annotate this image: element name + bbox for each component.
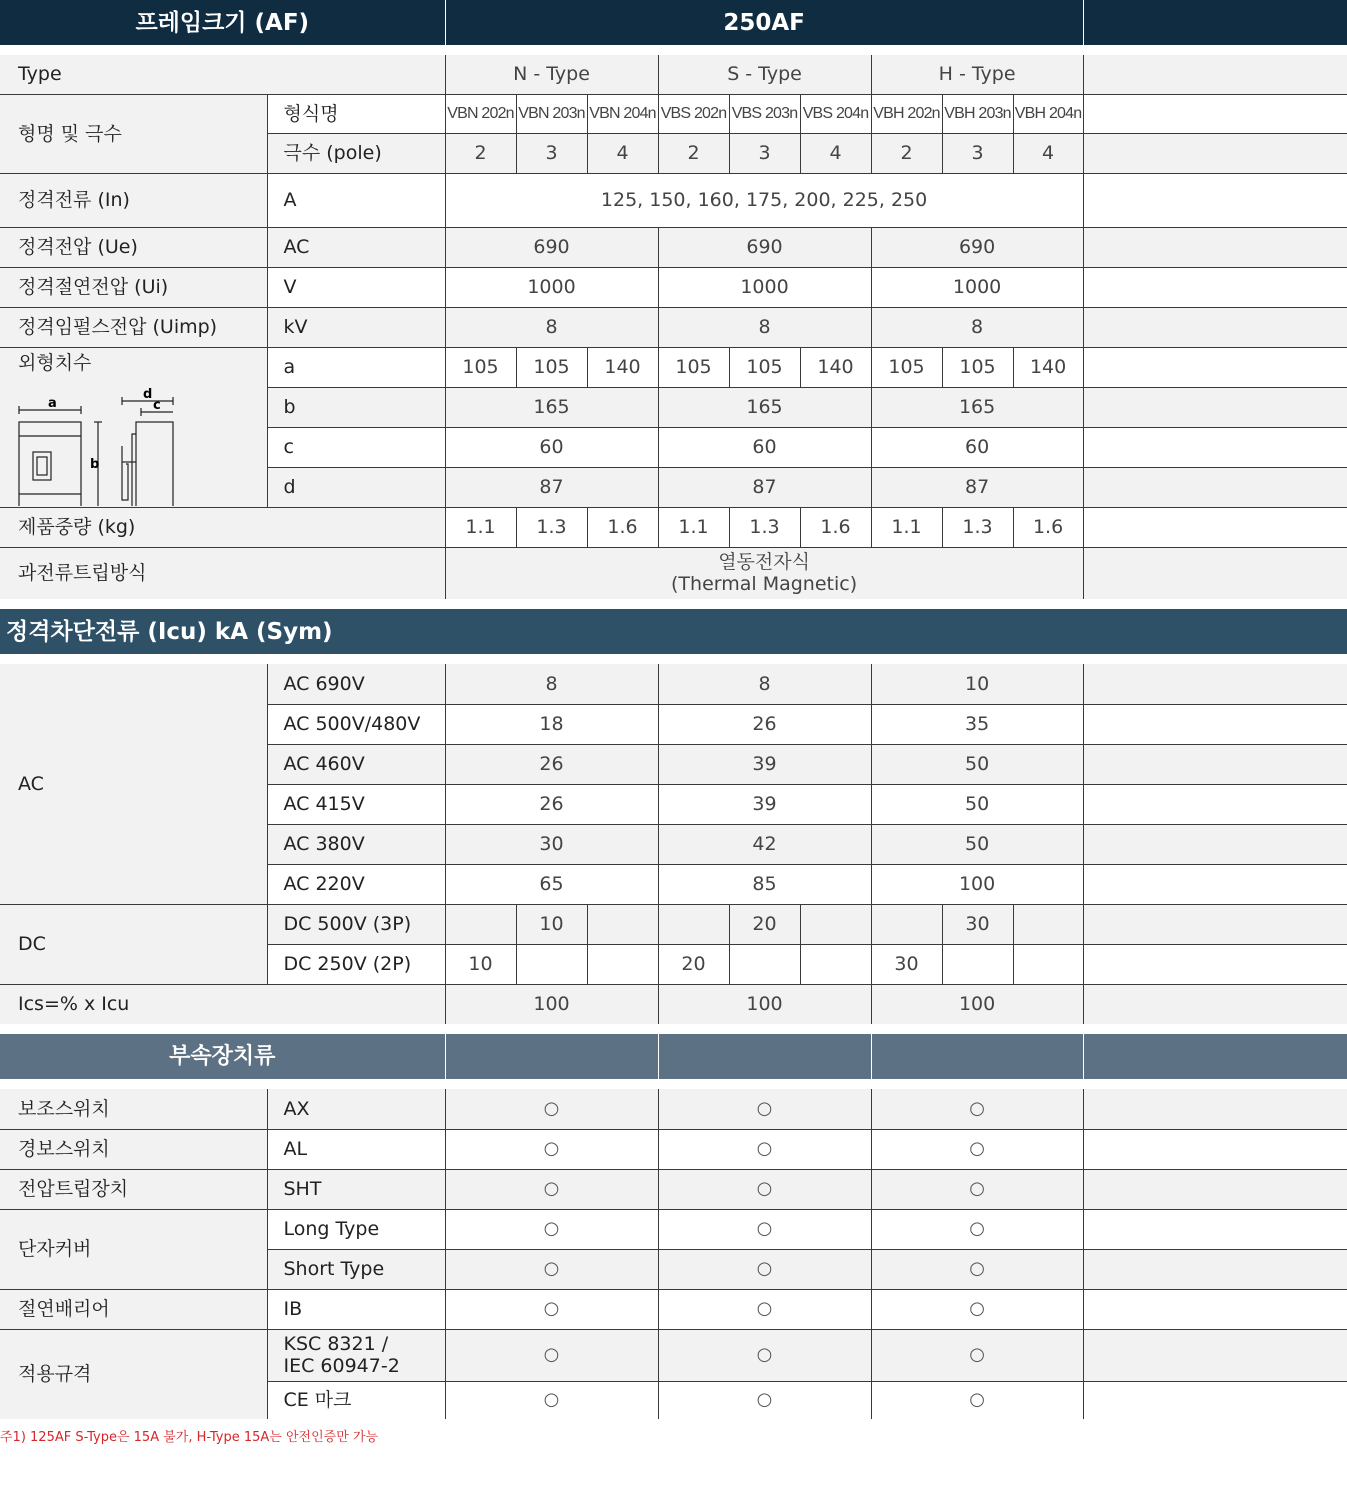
check-mark: ○ (871, 1289, 1083, 1329)
dim-a-unit: a (267, 347, 445, 387)
trip-label: 과전류트립방식 (0, 547, 445, 599)
accessory-label: 전압트립장치 (0, 1169, 267, 1209)
ac-unit: AC 380V (267, 824, 445, 864)
header-blank (1083, 0, 1347, 45)
value-cell: 1.3 (516, 507, 587, 547)
check-mark: ○ (658, 1209, 871, 1249)
value-cell: 1.1 (658, 507, 729, 547)
value-cell: 39 (658, 744, 871, 784)
check-mark: ○ (445, 1089, 658, 1129)
ac-unit: AC 690V (267, 664, 445, 704)
value-cell: 87 (658, 467, 871, 507)
value-cell: 690 (871, 227, 1083, 267)
pole-cell: 3 (942, 133, 1013, 173)
accessory-label: 적용규격 (0, 1329, 267, 1419)
accessories-title: 부속장치류 (0, 1034, 445, 1079)
h-type: H - Type (871, 55, 1083, 94)
value-cell: 65 (445, 864, 658, 904)
s-type: S - Type (658, 55, 871, 94)
insulation-voltage-unit: V (267, 267, 445, 307)
accessory-unit: AX (267, 1089, 445, 1129)
pole-cell: 4 (1013, 133, 1083, 173)
pole-cell: 4 (587, 133, 658, 173)
dimensions-cell (0, 347, 267, 507)
dimensions-label: 외형치수 (18, 351, 92, 374)
pole-cell: 2 (658, 133, 729, 173)
pole-cell: 2 (871, 133, 942, 173)
model-cell: VBN 204n (587, 94, 658, 133)
value-cell: 1.6 (1013, 507, 1083, 547)
value-cell: 39 (658, 784, 871, 824)
value-cell: 8 (445, 664, 658, 704)
pole-cell: 3 (729, 133, 800, 173)
accessory-label: 단자커버 (0, 1209, 267, 1289)
check-mark: ○ (445, 1381, 658, 1419)
model-cell: VBS 202n (658, 94, 729, 133)
diagram-b-label: b (90, 456, 100, 472)
weight-label: 제품중량 (kg) (0, 507, 445, 547)
value-cell: 35 (871, 704, 1083, 744)
accessory-unit: CE 마크 (267, 1381, 445, 1419)
value-cell: 87 (871, 467, 1083, 507)
dc-500-unit: DC 500V (3P) (267, 904, 445, 944)
model-cell: VBS 204n (800, 94, 871, 133)
accessory-unit: AL (267, 1129, 445, 1169)
pole-cell: 3 (516, 133, 587, 173)
standard-line2: IEC 60947-2 (283, 1355, 400, 1377)
value-cell: 100 (871, 984, 1083, 1024)
model-cell: VBH 204n (1013, 94, 1083, 133)
rated-current-unit: A (267, 173, 445, 227)
model-cell: VBS 203n (729, 94, 800, 133)
value-cell: 42 (658, 824, 871, 864)
ac-unit: AC 415V (267, 784, 445, 824)
value-cell: 30 (871, 944, 942, 984)
rated-voltage-label: 정격전압 (Ue) (0, 227, 267, 267)
value-cell: 165 (658, 387, 871, 427)
value-cell: 8 (871, 307, 1083, 347)
value-cell: 87 (445, 467, 658, 507)
check-mark: ○ (658, 1169, 871, 1209)
accessory-unit (267, 1329, 445, 1381)
standard-line1: KSC 8321 / (283, 1333, 389, 1355)
value-cell: 1.6 (800, 507, 871, 547)
diagram-a-label: a (48, 395, 57, 411)
accessory-unit: Long Type (267, 1209, 445, 1249)
footnote: 주1) 125AF S-Type은 15A 불가, H-Type 15A는 안전인증만 가능 (0, 1430, 379, 1445)
accessory-label: 보조스위치 (0, 1089, 267, 1129)
value-cell: 1000 (445, 267, 658, 307)
frame-label: 프레임크기 (AF) (0, 0, 445, 45)
value-cell: 20 (729, 904, 800, 944)
value-cell: 50 (871, 744, 1083, 784)
value-cell: 60 (658, 427, 871, 467)
ac-unit: AC 460V (267, 744, 445, 784)
accessory-unit: Short Type (267, 1249, 445, 1289)
model-cell: VBN 202n (445, 94, 516, 133)
value-cell: 105 (871, 347, 942, 387)
check-mark: ○ (445, 1249, 658, 1289)
impulse-voltage-unit: kV (267, 307, 445, 347)
accessory-unit: IB (267, 1289, 445, 1329)
rated-current-label: 정격전류 (In) (0, 173, 267, 227)
check-mark: ○ (658, 1089, 871, 1129)
value-cell: 1.1 (445, 507, 516, 547)
check-mark: ○ (871, 1129, 1083, 1169)
value-cell: 100 (871, 864, 1083, 904)
ac-label: AC (0, 664, 267, 904)
dim-c-unit: c (267, 427, 445, 467)
value-cell: 105 (729, 347, 800, 387)
value-cell: 85 (658, 864, 871, 904)
value-cell: 60 (445, 427, 658, 467)
value-cell: 50 (871, 824, 1083, 864)
pole-cell: 4 (800, 133, 871, 173)
value-cell: 140 (800, 347, 871, 387)
check-mark: ○ (871, 1381, 1083, 1419)
ac-unit: AC 220V (267, 864, 445, 904)
diagram-c-label: c (153, 397, 161, 413)
check-mark: ○ (871, 1249, 1083, 1289)
value-cell: 10 (871, 664, 1083, 704)
pole-cell: 2 (445, 133, 516, 173)
check-mark: ○ (871, 1329, 1083, 1381)
value-cell: 30 (445, 824, 658, 864)
pole-label: 극수 (pole) (267, 133, 445, 173)
check-mark: ○ (871, 1169, 1083, 1209)
value-cell: 1.1 (871, 507, 942, 547)
check-mark: ○ (658, 1381, 871, 1419)
value-cell: 30 (942, 904, 1013, 944)
value-cell: 1.6 (587, 507, 658, 547)
frame-value: 250AF (445, 0, 1083, 45)
dim-b-unit: b (267, 387, 445, 427)
value-cell: 60 (871, 427, 1083, 467)
insulation-voltage-label: 정격절연전압 (Ui) (0, 267, 267, 307)
model-cell: VBH 203n (942, 94, 1013, 133)
value-cell: 26 (445, 784, 658, 824)
value-cell: 100 (658, 984, 871, 1024)
trip-line2: (Thermal Magnetic) (671, 573, 858, 596)
impulse-voltage-label: 정격임펄스전압 (Uimp) (0, 307, 267, 347)
value-cell: 1000 (871, 267, 1083, 307)
value-cell: 165 (445, 387, 658, 427)
value-cell: 26 (445, 744, 658, 784)
accessory-label: 경보스위치 (0, 1129, 267, 1169)
check-mark: ○ (445, 1209, 658, 1249)
rated-voltage-unit: AC (267, 227, 445, 267)
check-mark: ○ (658, 1289, 871, 1329)
model-group-label: 형명 및 극수 (0, 94, 267, 173)
type-label: Type (0, 55, 445, 94)
dc-label: DC (0, 904, 267, 984)
dim-d-unit: d (267, 467, 445, 507)
ics-label: Ics=% x Icu (0, 984, 445, 1024)
value-cell: 105 (445, 347, 516, 387)
value-cell: 105 (658, 347, 729, 387)
model-name-label: 형식명 (267, 94, 445, 133)
diagram-d-label: d (143, 386, 153, 402)
model-cell: VBN 203n (516, 94, 587, 133)
value-cell: 8 (445, 307, 658, 347)
value-cell: 8 (658, 664, 871, 704)
value-cell: 165 (871, 387, 1083, 427)
check-mark: ○ (658, 1329, 871, 1381)
accessory-unit: SHT (267, 1169, 445, 1209)
check-mark: ○ (871, 1209, 1083, 1249)
check-mark: ○ (871, 1089, 1083, 1129)
value-cell: 26 (658, 704, 871, 744)
check-mark: ○ (445, 1169, 658, 1209)
n-type: N - Type (445, 55, 658, 94)
check-mark: ○ (445, 1129, 658, 1169)
value-cell: 10 (445, 944, 516, 984)
ac-unit: AC 500V/480V (267, 704, 445, 744)
check-mark: ○ (658, 1129, 871, 1169)
accessory-label: 절연배리어 (0, 1289, 267, 1329)
model-cell: VBH 202n (871, 94, 942, 133)
check-mark: ○ (445, 1289, 658, 1329)
rated-current-value: 125, 150, 160, 175, 200, 225, 250 (445, 173, 1083, 227)
trip-value (445, 547, 1083, 599)
value-cell: 140 (587, 347, 658, 387)
trip-line1: 열동전자식 (718, 551, 810, 574)
value-cell: 1.3 (729, 507, 800, 547)
value-cell: 8 (658, 307, 871, 347)
value-cell: 100 (445, 984, 658, 1024)
dc-250-unit: DC 250V (2P) (267, 944, 445, 984)
value-cell: 18 (445, 704, 658, 744)
value-cell: 690 (445, 227, 658, 267)
check-mark: ○ (445, 1329, 658, 1381)
blank-col (1083, 55, 1347, 94)
value-cell: 50 (871, 784, 1083, 824)
value-cell: 20 (658, 944, 729, 984)
value-cell: 105 (516, 347, 587, 387)
value-cell: 105 (942, 347, 1013, 387)
value-cell: 1.3 (942, 507, 1013, 547)
value-cell: 10 (516, 904, 587, 944)
check-mark: ○ (658, 1249, 871, 1289)
value-cell: 690 (658, 227, 871, 267)
breaking-title: 정격차단전류 (Icu) kA (Sym) (0, 609, 1347, 654)
value-cell: 1000 (658, 267, 871, 307)
dimension-diagram (16, 376, 196, 506)
value-cell: 140 (1013, 347, 1083, 387)
